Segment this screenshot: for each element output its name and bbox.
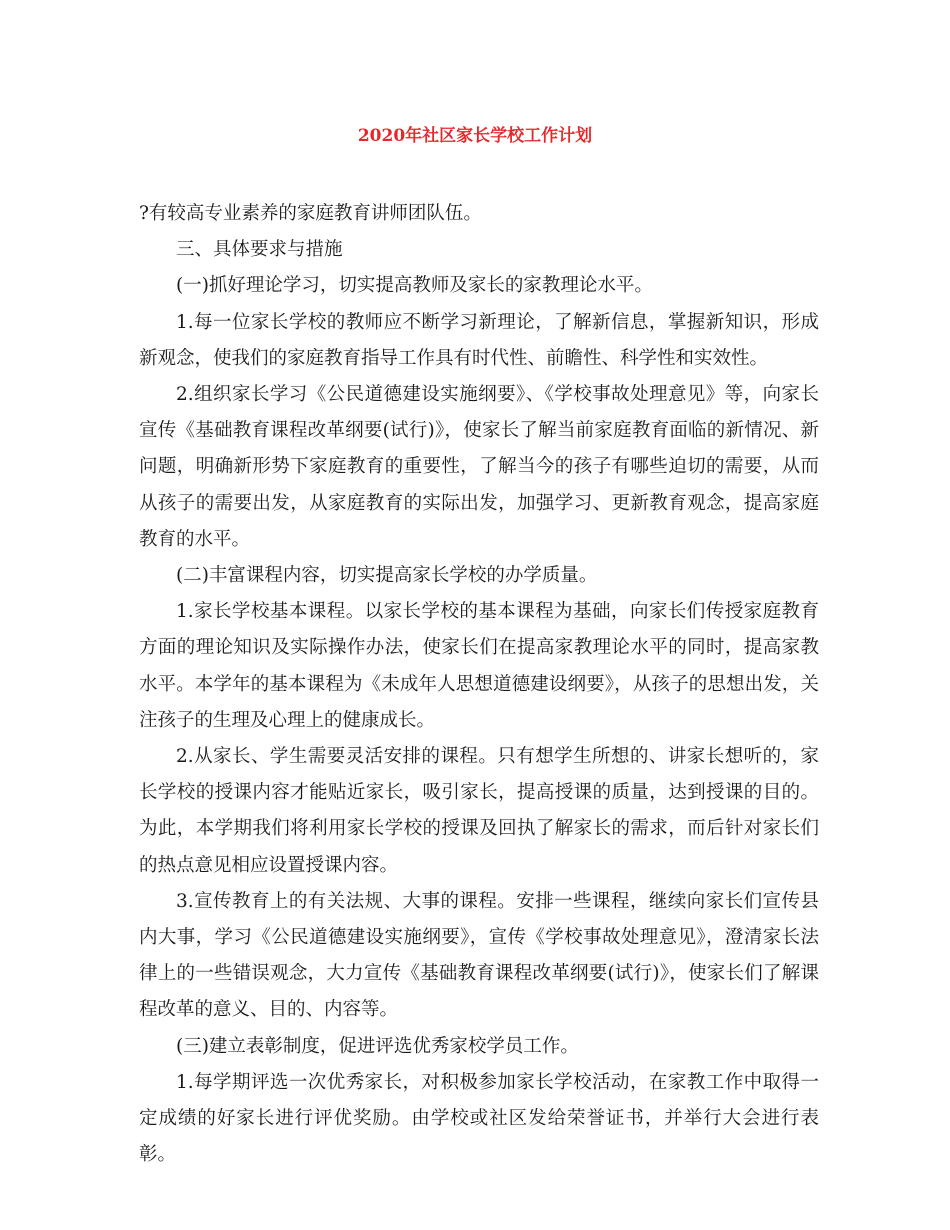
section-heading: 三、具体要求与措施 <box>176 239 343 261</box>
document-body <box>139 196 819 1173</box>
paragraph: 1.家长学校基本课程。以家长学校的基本课程为基础，向家长们传授家庭教育方面的理论知识及实际操作办法，使家长们在提高家教理论水平的同时，提高家教水平。本学年的基本课程为《未成年人思想道德建设纲要》，从孩子的思想出发，关注孩子的生理及心理上的健康成长。 <box>139 601 819 731</box>
paragraph: 3.宣传教育上的有关法规、大事的课程。安排一些课程，继续向家长们宣传县内大事，学习《公民道德建设实施纲要》，宣传《学校事故处理意见》，澄清家长法律上的一些错误观念，大力宣传《基础教育课程改革纲要(试行)》，使家长们了解课程改革的意义、目的、内容等。 <box>139 890 819 1021</box>
paragraph: ?有较高专业素养的家庭教育讲师团队伍。 <box>139 203 482 224</box>
document-title: 2020年社区家长学校工作计划 <box>357 126 593 146</box>
paragraph: 1.每学期评选一次优秀家长，对积极参加家长学校活动，在家教工作中取得一定成绩的好家长进行评优奖励。由学校或社区发给荣誉证书，并举行大会进行表彰。 <box>139 1071 819 1166</box>
paragraph: 2.从家长、学生需要灵活安排的课程。只有想学生所想的、讲家长想听的，家长学校的授课内容才能贴近家长，吸引家长，提高授课的质量，达到授课的目的。为此，本学期我们将利用家长学校的授课及回执了解家长的需求，而后针对家长们的热点意见相应设置授课内容。 <box>139 746 819 876</box>
subsection-heading: (一)抓好理论学习，切实提高教师及家长的家教理论水平。 <box>176 275 653 297</box>
paragraph: 1.每一位家长学校的教师应不断学习新理论，了解新信息，掌握新知识，形成新观念，使我们的家庭教育指导工作具有时代性、前瞻性、科学性和实效性。 <box>139 311 819 369</box>
paragraph: 2.组织家长学习《公民道德建设实施纲要》、《学校事故处理意见》等，向家长宣传《基础教育课程改革纲要(试行)》，使家长了解当前家庭教育面临的新情况、新问题，明确新形势下家庭教育的重要性，了解当今的孩子有哪些迫切的需要，从而从孩子的需要出发，从家庭教育的实际出发，加强学习、更新教育观念，提高家庭教育的水平。 <box>139 384 819 550</box>
subsection-heading: (三)建立表彰制度，促进评选优秀家校学员工作。 <box>176 1035 579 1057</box>
subsection-heading: (二)丰富课程内容，切实提高家长学校的办学质量。 <box>176 565 598 587</box>
